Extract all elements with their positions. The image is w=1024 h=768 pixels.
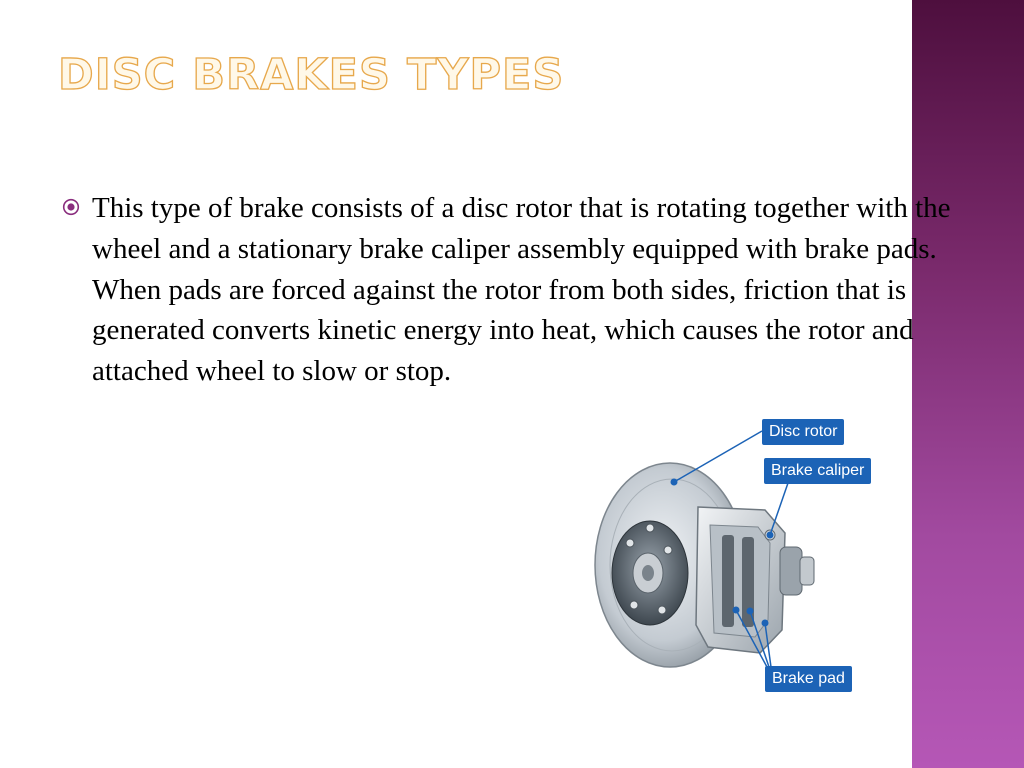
- circled-dot-icon: [62, 198, 80, 216]
- label-brake-caliper: Brake caliper: [764, 458, 871, 484]
- bullet-paragraph: This type of brake consists of a disc rotor that is rotating together with the wheel and a stationary brake caliper assembly equipped with brake pads. When pads are forced against the rotor from both sides, friction that is generated converts kinetic energy into heat, which causes the rotor and attached wheel to slow or stop.: [92, 192, 951, 388]
- slide-title: DISC BRAKES TYPES: [58, 50, 565, 100]
- label-brake-pad: Brake pad: [765, 666, 852, 692]
- disc-brake-figure: [590, 415, 890, 700]
- label-disc-rotor: Disc rotor: [762, 419, 844, 445]
- brake-pad-shape: [722, 535, 734, 627]
